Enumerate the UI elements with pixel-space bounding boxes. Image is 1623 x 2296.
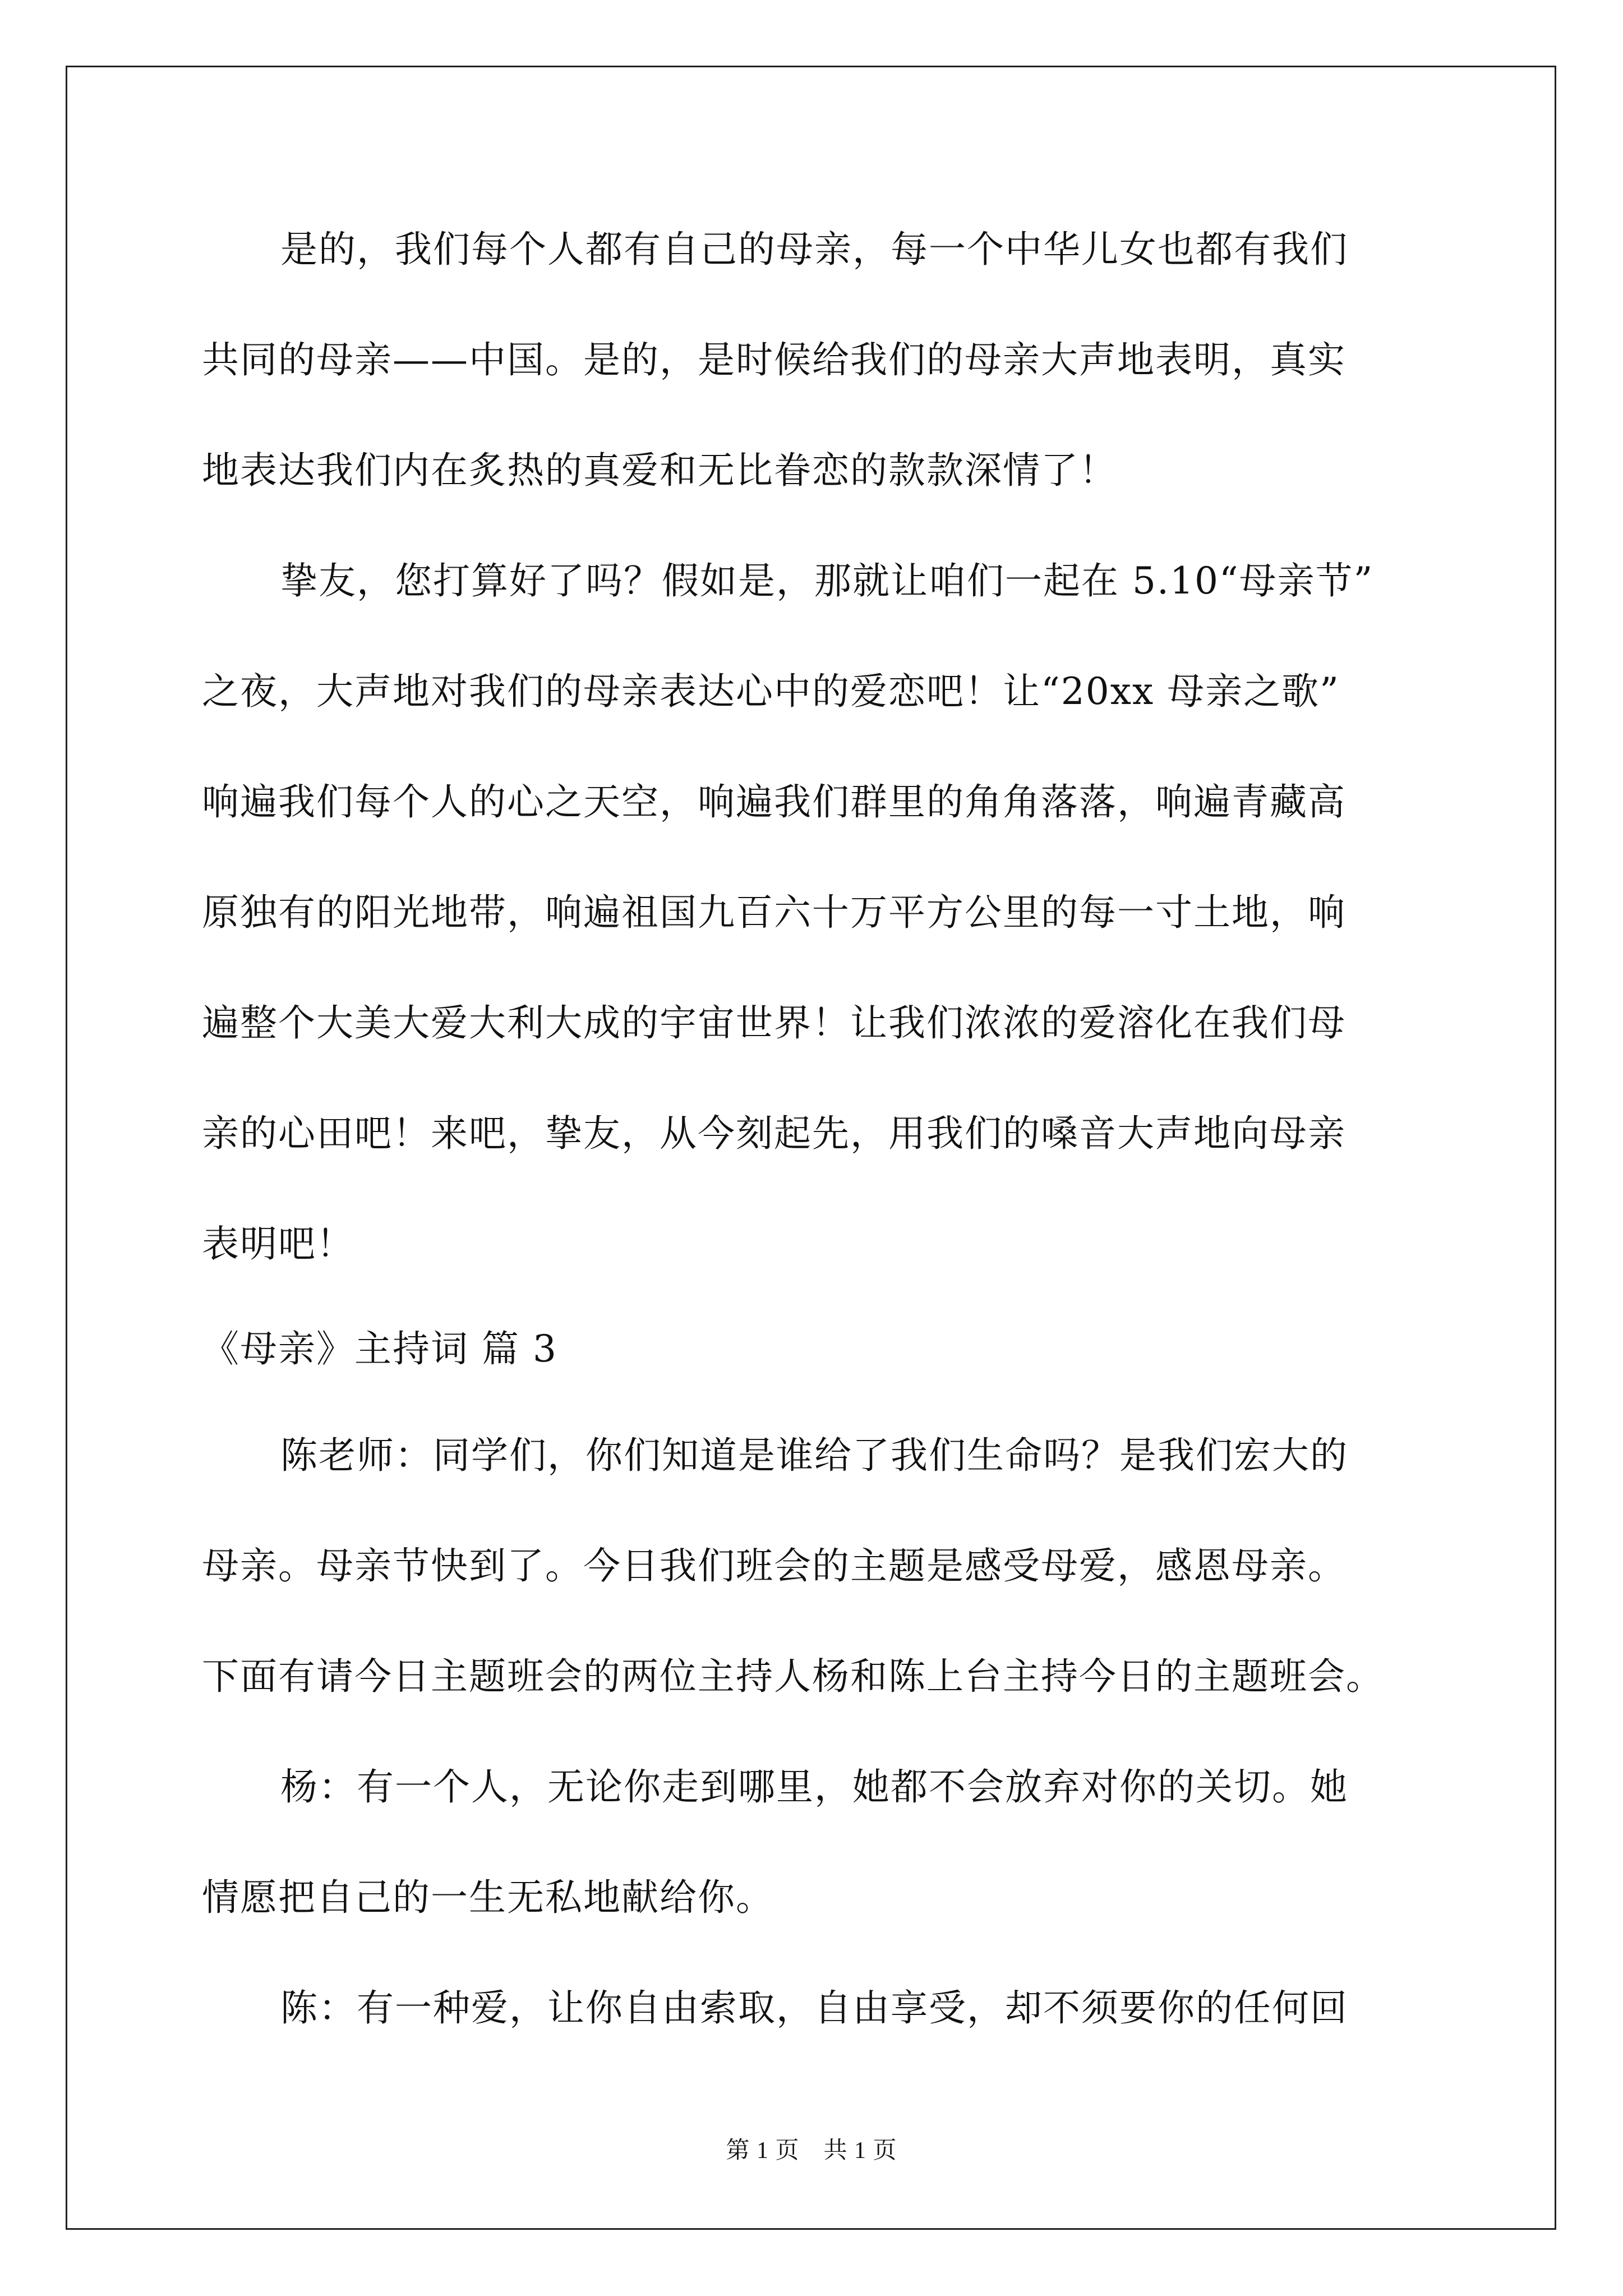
paragraph-line: 下面有请今日主题班会的两位主持人杨和陈上台主持今日的主题班会。 xyxy=(202,1655,1384,1698)
paragraph-line: 亲的心田吧！来吧，挚友，从今刻起先，用我们的嗓音大声地向母亲 xyxy=(202,1112,1346,1155)
paragraph-line: 杨：有一个人，无论你走到哪里，她都不会放弃对你的关切。她 xyxy=(280,1765,1348,1809)
paragraph-line: 是的，我们每个人都有自己的母亲，每一个中华儿女也都有我们 xyxy=(280,228,1348,271)
paragraph-line: 情愿把自己的一生无私地献给你。 xyxy=(202,1876,774,1919)
section-heading: 《母亲》主持词 篇 3 xyxy=(202,1327,557,1370)
paragraph-line: 响遍我们每个人的心之天空，响遍我们群里的角角落落，响遍青藏高 xyxy=(202,780,1346,823)
paragraph-line: 之夜，大声地对我们的母亲表达心中的爱恋吧！让“20xx 母亲之歌” xyxy=(202,670,1340,713)
paragraph-line: 共同的母亲——中国。是的，是时候给我们的母亲大声地表明，真实 xyxy=(202,338,1346,381)
paragraph-line: 陈：有一种爱，让你自由索取，自由享受，却不须要你的任何回 xyxy=(280,1986,1348,2030)
paragraph-line: 表明吧！ xyxy=(202,1222,354,1266)
paragraph-line: 母亲。母亲节快到了。今日我们班会的主题是感受母爱，感恩母亲。 xyxy=(202,1544,1346,1588)
paragraph-line: 陈老师：同学们，你们知道是谁给了我们生命吗？是我们宏大的 xyxy=(280,1434,1348,1477)
page-number-footer: 第 1 页 共 1 页 xyxy=(726,2138,897,2164)
paragraph-line: 原独有的阳光地带，响遍祖国九百六十万平方公里的每一寸土地，响 xyxy=(202,891,1346,934)
paragraph-line: 挚友，您打算好了吗？假如是，那就让咱们一起在 5.10“母亲节” xyxy=(280,559,1374,602)
paragraph-line: 地表达我们内在炙热的真爱和无比眷恋的款款深情了！ xyxy=(202,449,1117,492)
paragraph-line: 遍整个大美大爱大利大成的宇宙世界！让我们浓浓的爱溶化在我们母 xyxy=(202,1001,1346,1045)
